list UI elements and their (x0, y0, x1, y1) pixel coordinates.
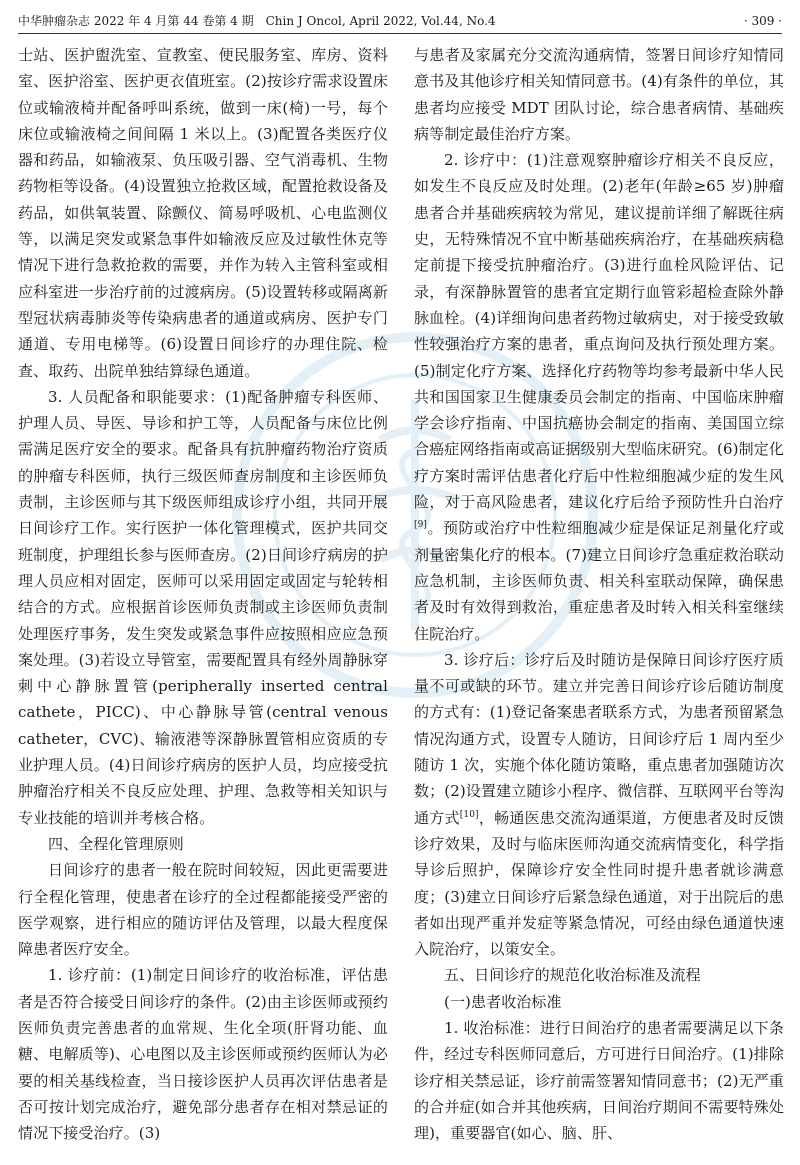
header-rule (18, 33, 782, 34)
page-number: · 309 · (743, 14, 782, 28)
paragraph: 3. 人员配备和职能要求：(1)配备肿瘤专科医师、护理人员、导医、导诊和护工等，人员配备与床位比例需满足医疗安全的要求。配备具有抗肿瘤药物治疗资质的肿瘤专科医师，执行三级医师查房制度和主诊医师负责制，主诊医师与其下级医师组成诊疗小组，共同开展日间诊疗工作。实行医护一体化管理模式，医护共同交班制度，护理组长参与医师查房。(2)日间诊疗病房的护理人员应相对固定，医师可以采用固定或固定与轮转相结合的方式。应根据首诊医师负责制或主诊医师负责制处理医疗事务，发生突发或紧急事件应按照相应应急预案处理。(3)若设立导管室，需要配置具有经外周静脉穿刺中心静脉置管(peripherally inserted central cathete，PICC)、中心静脉导管(central venous catheter，CVC)、输液港等深静脉置管相应资质的专业护理人员。(4)日间诊疗病房的医护人员，均应接受抗肿瘤治疗相关不良反应处理、护理、急救等相关知识与专业技能的培训并考核合格。 (18, 387, 388, 827)
right-column (414, 42, 784, 1146)
paragraph (414, 647, 784, 963)
paragraph-text: 。预防或治疗中性粒细胞减少症是保证足剂量化疗或剂量密集化疗的根本。(7)建立日间诊疗急重症救治联动应急机制，主诊医师负责、相关科室联动保障，确保患者及时有效得到救治，重症患者及时转入相关科室继续住院治疗。 (414, 519, 784, 643)
paragraph: 与患者及家属充分交流沟通病情，签署日间诊疗知情同意书及其他诊疗相关知情同意书。(4)有条件的单位，其患者均应接受 MDT 团队讨论，综合患者病情、基础疾病等制定最佳治疗方案。 (414, 46, 784, 143)
paragraph: 1. 诊疗前：(1)制定日间诊疗的收治标准，评估患者是否符合接受日间诊疗的条件。(2)由主诊医师或预约医师负责完善患者的血常规、生化全项(肝肾功能、血糖、电解质等)、心电图以及主诊医师或预约医师认为必要的相关基线检查，当日接诊医护人员再次评估患者是否可按计划完成治疗，避免部分患者存在相对禁忌证的情况下接受治疗。(3) (18, 966, 388, 1143)
citation-ref: [10] (459, 809, 479, 820)
paragraph-text: 3. 诊疗后：诊疗后及时随访是保障日间诊疗医疗质量不可或缺的环节。建立并完善日间诊疗诊后随访制度的方式有：(1)登记备案患者联系方式，为患者预留紧急情况沟通方式，设置专人随访，日间诊疗后 1 周内至少随访 1 次，实施个体化随访策略，重点患者加强随访次数；(2)设置建立随诊小程序、微信群、互联网平台等沟通方式 (414, 650, 784, 827)
paragraph-text: 2. 诊疗中：(1)注意观察肿瘤诊疗相关不良反应，如发生不良反应及时处理。(2)老年(年龄≥65 岁)肿瘤患者合并基础疾病较为常见，建议提前详细了解既往病史，无特殊情况不宜中断基础疾病治疗，在基础疾病稳定前提下接受抗肿瘤治疗。(3)进行血栓风险评估、记录，有深静脉置管的患者宜定期行血管彩超检查除外静脉血栓。(4)详细询问患者药物过敏病史，对于接受致敏性较强治疗方案的患者，重点询问及执行预处理方案。(5)制定化疗方案、选择化疗药物等均参考最新中华人民共和国国家卫生健康委员会制定的指南、中国临床肿瘤学会诊疗指南、中国抗癌协会制定的指南、美国国立综合癌症网络指南或高证据级别大型临床研究。(6)制定化疗方案时需评估患者化疗后中性粒细胞减少症的发生风险，对于高风险患者，建议化疗后给予预防性升白治疗 (414, 151, 784, 512)
paragraph: 士站、医护盥洗室、宣教室、便民服务室、库房、资料室、医护浴室、医护更衣值班室。(2)按诊疗需求设置床位或输液椅并配备呼叫系统，做到一床(椅)一号，每个床位或输液椅之间间隔 1 米以上。(3)配置各类医疗仪器和药品，如输液泵、负压吸引器、空气消毒机、生物药物柜等设备。(4)设置独立抢救区域，配置抢救设备及药品，如供氧装置、除颤仪、简易呼吸机、心电监测仪等，以满足突发或紧急事件如输液反应及过敏性休克等情况下进行急救抢救的需要，并作为转入主管科室或相应科室进一步治疗前的过渡病房。(5)设置转移或隔离新型冠状病毒肺炎等传染病患者的通道或病房、医护专门通道、专用电梯等。(6)设置日间诊疗的办理住院、检查、取药、出院单独结算绿色通道。 (18, 46, 388, 380)
running-header (18, 10, 782, 32)
paragraph: 1. 收治标准：进行日间治疗的患者需要满足以下条件，经过专科医师同意后，方可进行日间治疗。(1)排除诊疗相关禁忌证，诊疗前需签署知情同意书；(2)无严重的合并症(如合并其他疾病，日间治疗期间不需要特殊处理)，重要器官(如心、脑、肝、 (414, 1018, 784, 1143)
section-heading: 四、全程化管理原则 (48, 834, 184, 853)
paragraph: 日间诊疗的患者一般在院时间较短，因此更需要进行全程化管理，使患者在诊疗的全过程都能接受严密的医学观察，进行相应的随访评估及管理，以最大程度保障患者医疗安全。 (18, 861, 388, 959)
paragraph (414, 147, 784, 647)
section-heading: 五、日间诊疗的规范化收治标准及流程 (444, 966, 701, 985)
paragraph-text: ，畅通医患交流沟通渠道，方便患者及时反馈诊疗效果，及时与临床医师沟通交流病情变化，科学指导诊后照护，保障诊疗安全性同时提升患者就诊满意度；(3)建立日间诊疗后紧急绿色通道，对于出院后的患者如出现严重并发症等紧急情况，可经由绿色通道快速入院治疗，以策安全。 (414, 808, 784, 959)
subsection-heading: (一)患者收治标准 (444, 992, 562, 1011)
left-column (18, 42, 388, 1146)
journal-citation: 中华肿瘤杂志 2022 年 4 月第 44 卷第 4 期 Chin J Oncol, April 2022, Vol.44, No.4 (18, 14, 496, 28)
citation-ref: [9] (414, 520, 428, 531)
